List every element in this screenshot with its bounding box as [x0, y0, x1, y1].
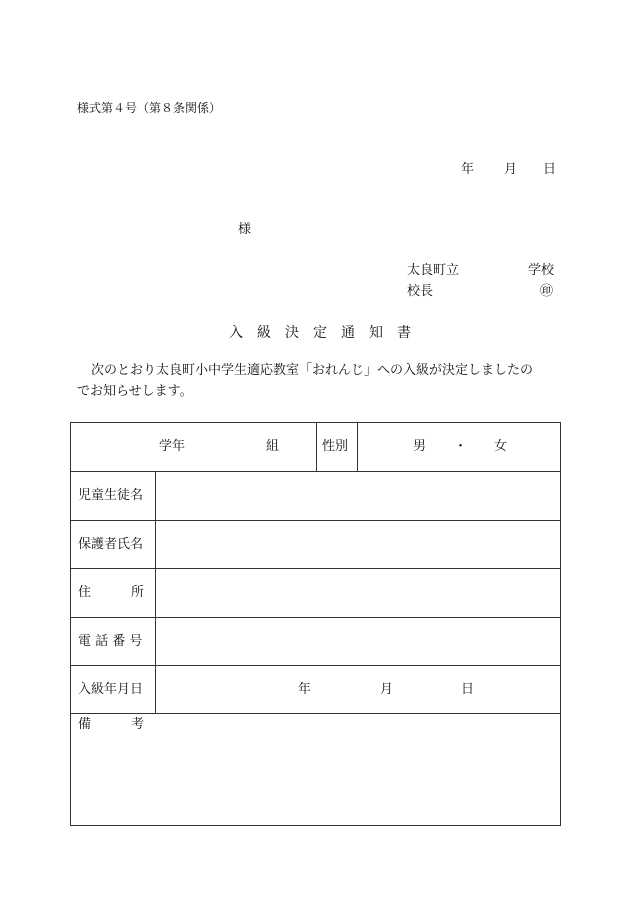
- phone-label: 電 話 番 号: [78, 634, 143, 649]
- enrollment-form-table: [70, 422, 561, 826]
- enroll-date-label: 入級年月日: [78, 682, 144, 697]
- form-number: 様式第４号（第８条関係）: [77, 101, 222, 115]
- guardian-name-label: 保護者氏名: [78, 537, 144, 552]
- address-label-first: 住: [78, 585, 92, 600]
- gender-option-male: 男: [413, 439, 427, 454]
- gender-separator: ・: [454, 439, 468, 454]
- body-text-line-2: でお知らせします。: [77, 384, 193, 399]
- recipient-suffix: 様: [238, 222, 252, 237]
- date-day-label: 日: [543, 162, 557, 177]
- row-divider: [71, 471, 560, 472]
- col-divider: [155, 471, 156, 713]
- sender-principal: 校長: [407, 284, 434, 299]
- remarks-label-second: 考: [131, 717, 145, 732]
- remarks-label-first: 備: [78, 717, 92, 732]
- gender-option-female: 女: [494, 439, 508, 454]
- seal-mark: ㊞: [540, 284, 554, 299]
- class-label: 組: [266, 439, 280, 454]
- enroll-day-label: 日: [461, 682, 475, 697]
- date-month-label: 月: [504, 162, 518, 177]
- row-divider: [71, 568, 560, 569]
- gender-label: 性別: [322, 439, 349, 454]
- sender-town: 太良町立: [407, 263, 460, 278]
- grade-label: 学年: [159, 439, 186, 454]
- row-divider: [71, 665, 560, 666]
- row-divider: [71, 617, 560, 618]
- enroll-year-label: 年: [298, 682, 312, 697]
- sender-school: 学校: [528, 263, 555, 278]
- address-label-second: 所: [131, 585, 145, 600]
- body-text-line-1: 次のとおり太良町小中学生適応教室「おれんじ」への入級が決定しましたの: [91, 363, 534, 378]
- student-name-label: 児童生徒名: [78, 488, 144, 503]
- col-divider: [357, 423, 358, 471]
- document-title: 入 級 決 定 通 知 書: [229, 325, 411, 341]
- row-divider: [71, 713, 560, 714]
- col-divider: [316, 423, 317, 471]
- enroll-month-label: 月: [380, 682, 394, 697]
- date-year-label: 年: [461, 162, 475, 177]
- row-divider: [71, 520, 560, 521]
